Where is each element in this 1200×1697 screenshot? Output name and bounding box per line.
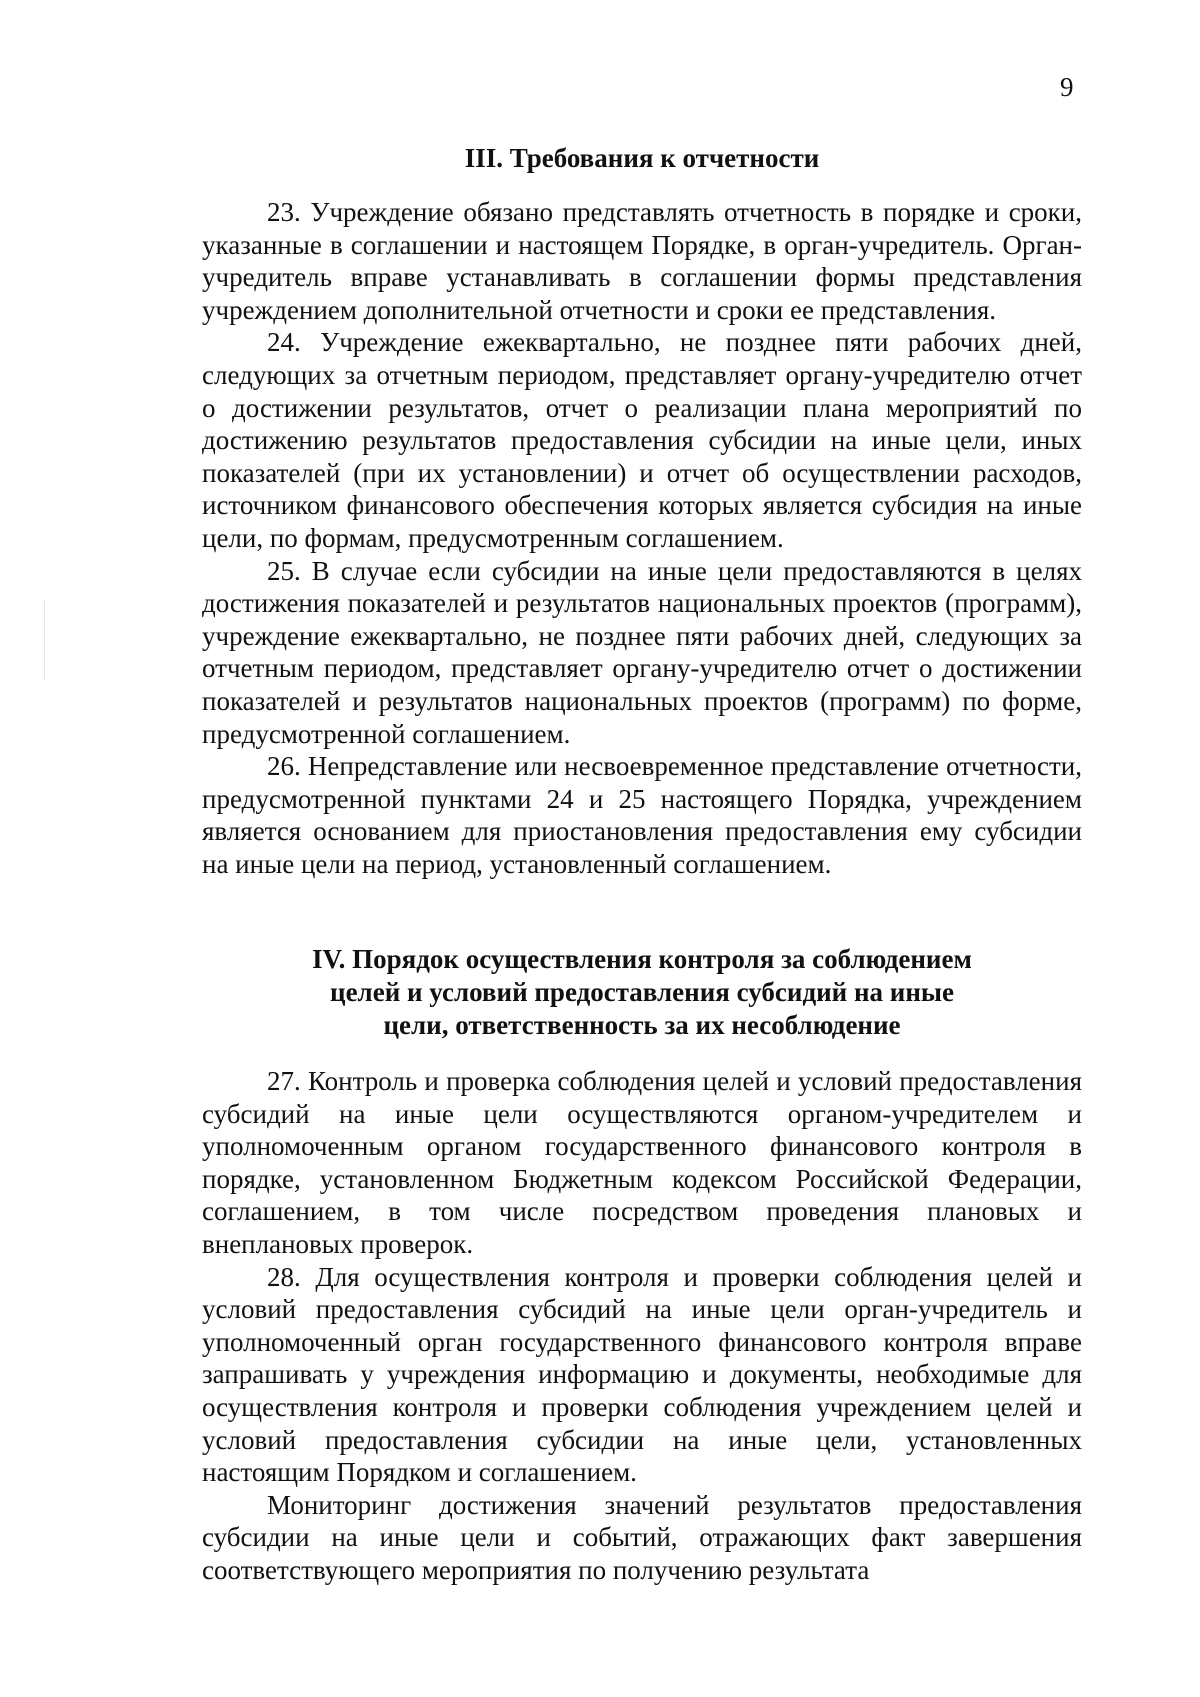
paragraph-25: 25. В случае если субсидии на иные цели предоставляются в целях достижения показателей и результатов национальных проектов (программ), учреждение ежеквартально, не позднее пяти рабочих дней, следующих за отчетным периодом, представляет органу-учредителю отчет о достижении показателей и результатов национальных проектов (программ) по форме, предусмотренной соглашением. <box>202 555 1082 749</box>
section-4-heading-line-3: цели, ответственность за их несоблюдение <box>383 1010 901 1040</box>
section-4-heading-line-1: IV. Порядок осуществления контроля за соблюдением <box>312 944 972 974</box>
section-3-body <box>202 196 1082 880</box>
paragraph-26: 26. Непредставление или несвоевременное представление отчетности, предусмотренной пунктами 24 и 25 настоящего Порядка, учреждением является основанием для приостановления предоставления ему субсидии на иные цели на период, установленный соглашением. <box>202 751 1082 879</box>
section-4-body <box>202 1065 1082 1587</box>
page-number: 9 <box>1060 72 1074 102</box>
section-4-heading <box>202 943 1082 1042</box>
paragraph-monitoring: Мониторинг достижения значений результатов предоставления субсидии на иные цели и событий, отражающих факт завершения соответствующего мероприятия по получению результата <box>202 1489 1082 1585</box>
section-4-heading-line-2: целей и условий предоставления субсидий на иные <box>330 977 954 1007</box>
paragraph-27: 27. Контроль и проверка соблюдения целей и условий предоставления субсидий на иные цели осуществляются органом-учредителем и уполномоченным органом государственного финансового контроля в порядке, установленном Бюджетным кодексом Российской Федерации, соглашением, в том числе посредством проведения плановых и внеплановых проверок. <box>202 1066 1082 1259</box>
section-3-heading: III. Требования к отчетности <box>464 143 820 173</box>
scan-margin-mark <box>44 600 45 680</box>
paragraph-28: 28. Для осуществления контроля и проверки соблюдения целей и условий предоставления субсидий на иные цели орган-учредитель и уполномоченный орган государственного финансового контроля вправе запрашивать у учреждения информацию и документы, необходимые для осуществления контроля и проверки соблюдения учреждением целей и условий предоставления субсидии на иные цели, установленных настоящим Порядком и соглашением. <box>202 1261 1082 1488</box>
paragraph-23: 23. Учреждение обязано представлять отчетность в порядке и сроки, указанные в соглашении и настоящем Порядке, в орган-учредитель. Орган-учредитель вправе устанавливать в соглашении формы представления учреждением дополнительной отчетности и сроки ее представления. <box>202 197 1082 325</box>
paragraph-24: 24. Учреждение ежеквартально, не позднее пяти рабочих дней, следующих за отчетным периодом, представляет органу-учредителю отчет о достижении результатов, отчет о реализации плана мероприятий по достижению результатов предоставления субсидии на иные цели, иных показателей (при их установлении) и отчет об осуществлении расходов, источником финансового обеспечения которых является субсидия на иные цели, по формам, предусмотренным соглашением. <box>202 327 1082 553</box>
